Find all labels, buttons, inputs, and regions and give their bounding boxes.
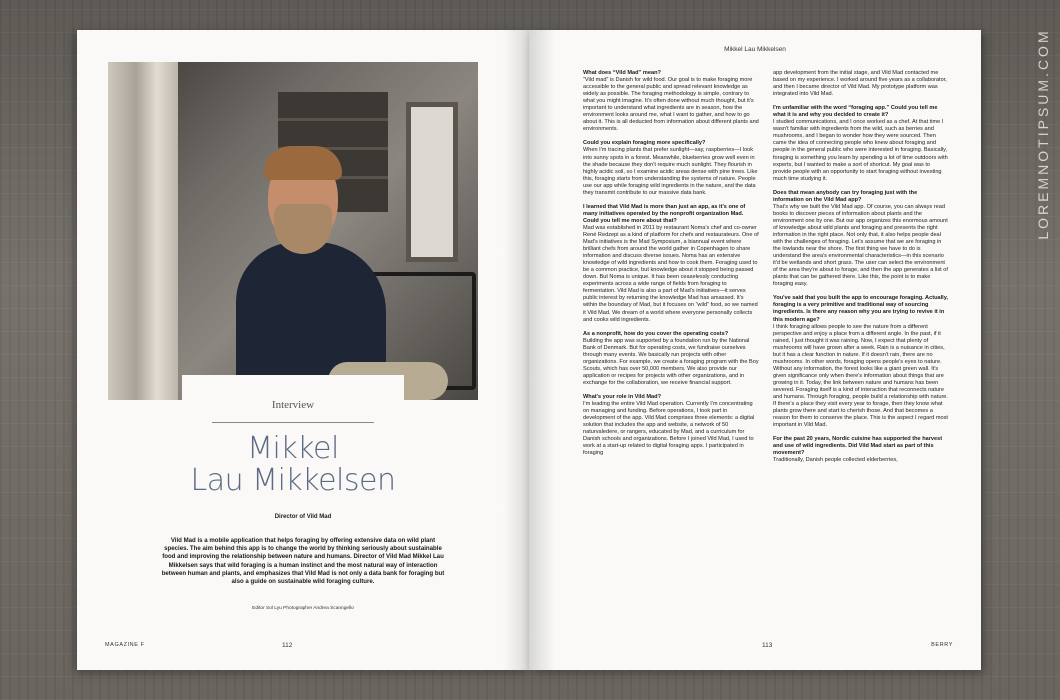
left-page [77, 30, 529, 670]
watermark: LOREMNOTIPSUM.COM [1035, 28, 1051, 240]
title-card [182, 375, 404, 535]
question: Does that mean anybody can try foraging just with the information on the Vild Mad app? [773, 189, 918, 203]
section-kicker: Interview [271, 399, 315, 411]
answer: I think foraging allows people to see the nature from a different perspective and enjoy a place from a different angle. In the past, if it rained, I just thought it was raining. Now, I expect that plenty of mushrooms will have grown after a week. Rain is a nuisance in cities, but it has a clear function in nature. If it doesn't rain, there are no mushrooms. In other words, foraging opens people's eyes to nature. Without any information, the forest looks like a giant green wall. It's given significance only when there's information about things that are growing in it. Today, the link between nature and humans has been severed. Foraging itself is a kind of interaction that reconnects nature and humans. Through foraging, people build a relationship with nature. If there's a place they visit every year to forage, then they know what plants grow there and start to cherish those. And that becomes a reason for them to conserve the place. This is the aspect I regard most important in Vild Mad. [773, 323, 948, 429]
text-column-1 [583, 70, 759, 648]
qa-block [773, 190, 949, 289]
question: I'm unfamiliar with the word “foraging app.” Could you tell me what it is and why you decided to create it? [773, 105, 938, 119]
answer: Building the app was supported by a foundation run by the National Bank of Denmark. But for operating costs, we fundraise ourselves through many events. We basically run projects with other organizations. For example, we create a foraging program with the Boy Scouts, which has over 50,000 members. We also provide our application or recipes for projects with other organizations, and in exchange for the collaboration, we receive financial support. [583, 337, 759, 386]
right-page [529, 30, 981, 670]
interviewee-role: Director of Vild Mad [274, 514, 332, 520]
page-number: 113 [762, 642, 773, 649]
qa-block [773, 70, 949, 98]
question: Could you explain foraging more specifically? [583, 140, 706, 147]
qa-block [773, 436, 949, 464]
qa-block [583, 394, 759, 457]
qa-block [773, 105, 949, 183]
answer: I'm leading the entire Vild Mad operation. Currently I'm concentrating on managing and funding. Before operations, I took part in development of the app. Vild Mad comprises three elements: a digital solution that includes the app and website, a network of 50 naturvaledere, or rangers, educated by Mad, and a curriculum for Danish schools and organizations. Before I joined Vild Mad, I used to work at a start-up related to digital foraging apps. I participated in foraging [583, 401, 755, 457]
text-column-2 [773, 70, 949, 648]
question: As a nonprofit, how do you cover the operating costs? [583, 330, 729, 337]
answer: When I'm tracing plants that prefer sunlight—say, raspberries—I look into sunny spots in a forest. Meanwhile, blueberries grow well even in the shade because they don't require much sunlight. They flourish in highly acidic soil, so I examine acidic areas dense with pine trees. Like this, foraging starts from understanding the systems of nature. People use our app while foraging wild ingredients in the nature, and the data they transmit contribute to our massive data bank. [583, 147, 758, 196]
section-folio: BERRY [931, 642, 953, 648]
magazine-folio: MAGAZINE F [105, 642, 145, 648]
credits: Editor Sol Lyu Photographer Andrea Scanngello [252, 606, 354, 611]
question: I learned that Vild Mad is more than just an app, as it's one of many initiatives operated by the nonprofit organization Mad. Could you tell me more about that? [583, 203, 746, 224]
running-head: Mikkel Lau Mikkelsen [724, 46, 786, 53]
question: What does “Vild Mad” mean? [583, 70, 661, 76]
page-number: 112 [282, 642, 293, 649]
qa-block [583, 331, 759, 387]
qa-block [583, 140, 759, 196]
answer: Traditionally, Danish people collected elderberries, [773, 457, 898, 464]
answer: app development from the initial stage, and Vild Mad contacted me based on my experience. I worked around five years as a collaborator, and then I became director of Vild Mad. My prototype platform was integrated into Vild Mad. [773, 70, 947, 98]
portrait-photo [108, 62, 478, 400]
divider [212, 422, 374, 423]
qa-block [773, 295, 949, 429]
intro-paragraph: Vild Mad is a mobile application that helps foraging by offering extensive data on wild plant species. The aim behind this app is to change the world by thinking seriously about sustainable food and improving the relationship between nature and humans. Director of Vild Mad Mikkel Lau Mikkelsen says that wild foraging is a human instinct and the most natural way of interaction between human and plants, and emphasizes that Vild Mad is not only a data bank for foraging but also a guide on sustainable wild foraging culture. [161, 537, 445, 586]
question: What's your role in Vild Mad? [583, 393, 661, 400]
question: For the past 20 years, Nordic cuisine has supported the harvest and use of wild ingredients. Did Vild Mad start as part of this movement? [773, 436, 943, 457]
qa-block [583, 70, 759, 133]
qa-block [583, 204, 759, 324]
interviewee-name: Mikkel Lau Mikkelsen [190, 431, 396, 498]
answer: Mad was established in 2011 by restaurant Noma's chef and co-owner René Redzepi as a kind of platform for chefs and restaurateurs. One of Mad's initiatives is the Mad Symposium, a biannual event where brilliant chefs from around the world gather in Copenhagen to share information and discuss diverse issues. Noma has an extensive knowledge of wild ingredients and how to cook them. Foraging used to be a common practice, but knowledge about it stopped being passed down. But Noma is unique. It has been ceaselessly conducting experiments across a wide range of fields from foraging to fermentation. Vild Mad is also a part of Mad's initiatives—it serves public interest by returning the knowledge Mad has amassed. It's within the boundary of Mad, but it focuses on “wild” food, so we named it Vild Mad. We dream of a world where everyone personally collects and cooks wild ingredients. [583, 224, 759, 323]
question: You've said that you built the app to encourage foraging. Actually, foraging is a very primitive and traditional way of sourcing ingredients. Is there any reason why you are trying to revive it in this modern age? [773, 295, 948, 323]
answer: That's why we built the Vild Mad app. Of course, you can always read books to discover pieces of information about plants and the environment one by one. But our app organizes this enormous amount of knowledge about wild plants and foraging and presents the right information in the right place. Not only that, it also helps people deal with the challenges of foraging. Let's assume that we are foraging in the lowlands near the shore. The first thing we have to do is understand the area's environmental characteristics—in this scenario it'd be wetlands and short grass. The user can select the environment of the area they're about to forage, and then the app generates a list of plants that can be gathered there. Like this, the point is to make foraging easy. [773, 203, 948, 288]
answer: “Vild mad” is Danish for wild food. Our goal is to make foraging more accessible to the general public and spread relevant knowledge as widely as possible. The foraging methodology is simple, contrary to what you might imagine. It's often done without much thought, but it's important to understand what ingredients are in season, how the environment looks around me, what I want to gather, and how to go about it. This is all deducted from information about different plants and environments. [583, 77, 759, 133]
answer: I studied communications, and I once worked as a chef. At that time I wasn't familiar with ingredients from the wild, such as berries and mushrooms, and I began to wonder how they were sourced. Then came the idea of connecting people who knew about foraging and people in the general public who were interested in foraging. Basically, foraging is something you learn by spending a lot of time outdoors with experts, but I wanted to make a sort of shortcut. My goal was to provide people with an opportunity to start foraging without investing much time studying it. [773, 119, 948, 182]
